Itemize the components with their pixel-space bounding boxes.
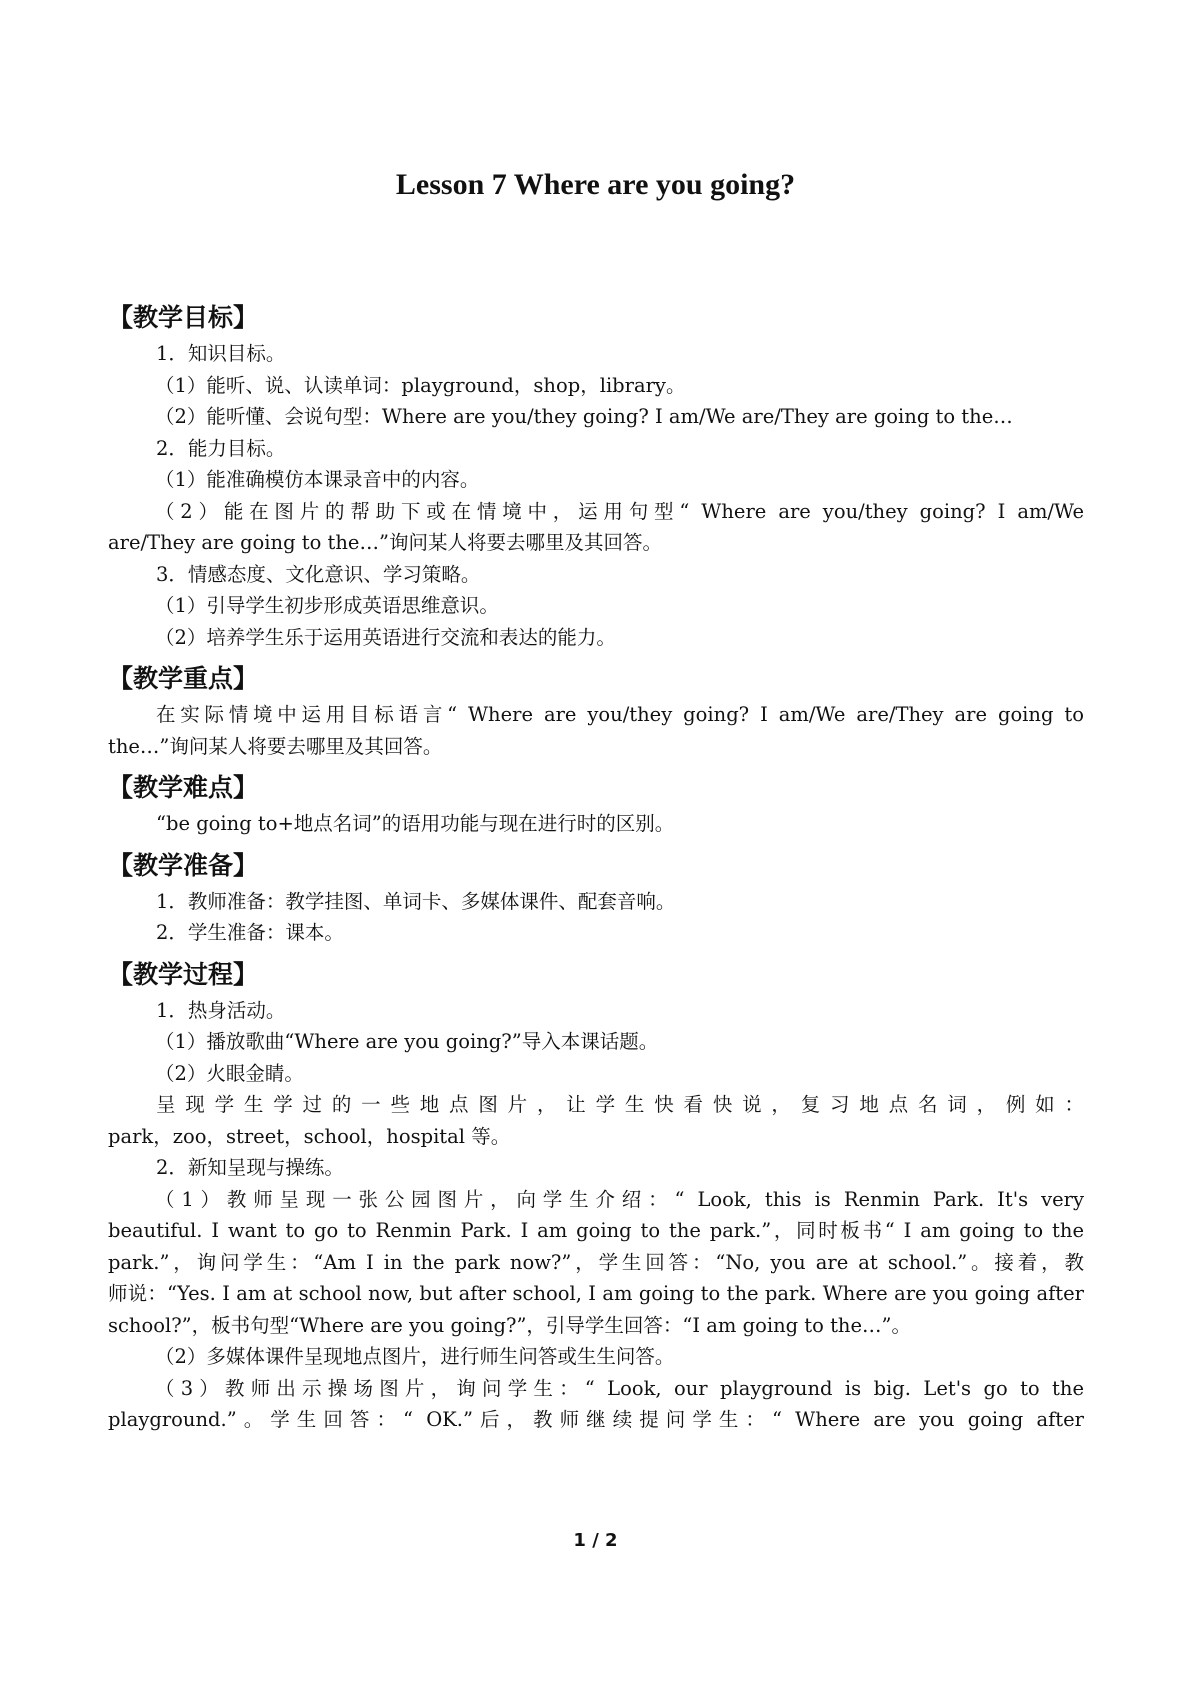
paragraph-line: park，zoo，street，school，hospital 等。 — [108, 1124, 511, 1148]
paragraph-line: playground.”。学生回答：“ OK.”后，教师继续提问学生：“ Where are you going after — [108, 1408, 1084, 1431]
paragraph-line: （2）火眼金睛。 — [155, 1061, 304, 1085]
section-heading: 【教学准备】 — [108, 850, 259, 880]
paragraph-line: “be going to+地点名词”的语用功能与现在进行时的区别。 — [156, 812, 675, 835]
paragraph-line: 2．能力目标。 — [156, 436, 286, 460]
paragraph-line: 2．学生准备：课本。 — [156, 921, 344, 944]
section-heading: 【教学目标】 — [108, 303, 259, 332]
paragraph-line: （2）培养学生乐于运用英语进行交流和表达的能力。 — [155, 625, 616, 649]
paragraph-line: 1．教师准备：教学挂图、单词卡、多媒体课件、配套音响。 — [156, 889, 676, 913]
paragraph-line: the…”询问某人将要去哪里及其回答。 — [108, 734, 443, 758]
paragraph-line: beautiful. I want to go to Renmin Park. I am going to the park.”，同时板书“ I am going to the — [108, 1219, 1084, 1242]
paragraph-line: park.”，询问学生：“Am I in the park now?”，学生回答：“No, you are at school.”。接着，教 — [108, 1250, 1084, 1274]
paragraph-line: （1）教师呈现一张公园图片，向学生介绍：“ Look, this is Renmin Park. It's very — [155, 1187, 1084, 1211]
section-heading: 【教学过程】 — [108, 959, 259, 989]
paragraph-line: school?”，板书句型“Where are you going?”，引导学生回答：“I am going to the…”。 — [108, 1313, 911, 1337]
paragraph-line: （2）能在图片的帮助下或在情境中，运用句型“ Where are you/they going? I am/We — [155, 499, 1084, 523]
paragraph-line: are/They are going to the…”询问某人将要去哪里及其回答。 — [108, 531, 662, 554]
section-goals — [108, 298, 1084, 653]
paragraph-line: （1）能听、说、认读单词：playground，shop，library。 — [155, 373, 686, 397]
paragraph-line: 师说：“Yes. I am at school now, but after school, I am going to the park. Where are you going after — [108, 1282, 1084, 1305]
section-heading: 【教学难点】 — [108, 773, 259, 802]
paragraph-line: 3．情感态度、文化意识、学习策略。 — [156, 562, 481, 586]
page-title: Lesson 7 Where are you going? — [395, 168, 796, 201]
paragraph-line: （1）能准确模仿本课录音中的内容。 — [155, 468, 480, 491]
paragraph-line: （2）多媒体课件呈现地点图片，进行师生问答或生生问答。 — [155, 1345, 675, 1368]
paragraph-line: 呈现学生学过的一些地点图片，让学生快看快说，复习地点名词，例如： — [156, 1093, 1084, 1116]
section-preparation — [108, 846, 1084, 949]
document-body — [108, 298, 1084, 1436]
section-heading: 【教学重点】 — [108, 664, 259, 693]
paragraph-line: 1．知识目标。 — [156, 342, 286, 365]
paragraph-line: （2）能听懂、会说句型：Where are you/they going? I am/We are/They are going to the… — [155, 405, 1013, 428]
section-process — [108, 955, 1084, 1436]
paragraph-line: 2．新知呈现与操练。 — [156, 1156, 344, 1179]
paragraph-line: （1）播放歌曲“Where are you going?”导入本课话题。 — [155, 1030, 659, 1053]
paragraph-line: 在实际情境中运用目标语言“ Where are you/they going? I am/We are/They are going to — [156, 703, 1084, 726]
section-key-points — [108, 659, 1084, 762]
paragraph-line: （1）引导学生初步形成英语思维意识。 — [155, 594, 499, 617]
paragraph-line: （3）教师出示操场图片，询问学生：“ Look, our playground is big. Let's go to the — [155, 1376, 1084, 1400]
page-number: 1 / 2 — [573, 1530, 618, 1551]
paragraph-line: 1．热身活动。 — [156, 998, 286, 1022]
section-difficulties — [108, 768, 1084, 840]
